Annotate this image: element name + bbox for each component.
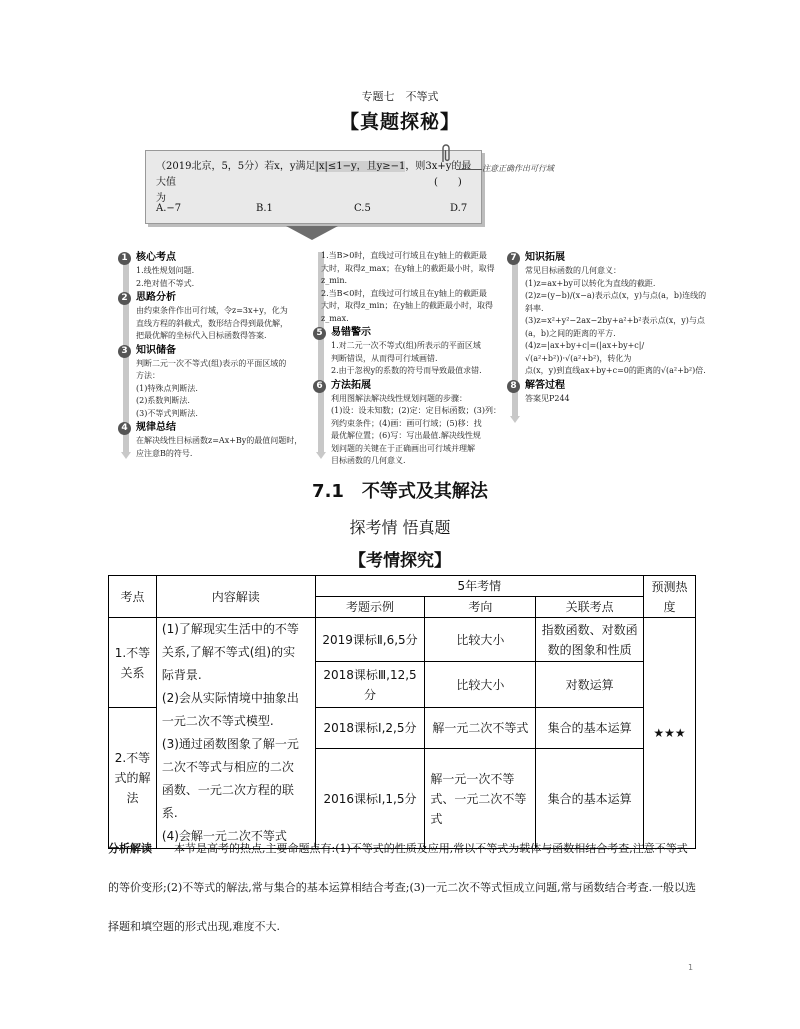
step-number-icon: 8 — [507, 380, 520, 393]
table-cell-example: 2016课标Ⅰ,1,5分 — [315, 749, 425, 849]
column-1 — [118, 250, 308, 460]
text-line: 划问题的关键在于正确画出可行域并理解 — [331, 443, 475, 453]
step-number-icon: 2 — [118, 292, 131, 305]
step-number-icon: 7 — [507, 252, 520, 265]
table-cell-direction: 解一元二次不等式 — [425, 708, 536, 749]
text-line: 答案见P244 — [525, 393, 570, 403]
text-line: 方法： — [136, 371, 160, 380]
table-cell-related: 集合的基本运算 — [536, 749, 644, 849]
header-example: 考题示例 — [315, 597, 425, 618]
section-header — [118, 422, 308, 435]
step-number-icon: 4 — [118, 422, 131, 435]
analysis-label: 分析解读 — [108, 842, 152, 855]
table-cell-direction: 比较大小 — [425, 618, 536, 662]
text-line: 列约束条件；(4)画：画可行域；(5)移：找 — [331, 418, 482, 428]
option-a: A.−7 — [156, 203, 182, 214]
header-kaodian: 考点 — [109, 576, 157, 618]
down-arrow-icon — [286, 226, 338, 240]
section-title-text: 思路分析 — [136, 292, 176, 304]
column-3 — [507, 250, 707, 405]
subtitle: 探考情 悟真题 — [349, 518, 451, 537]
text-line: 1.线性规划问题. — [136, 266, 195, 275]
section-title-text: 方法拓展 — [331, 379, 371, 391]
exam-analysis-table — [108, 575, 696, 849]
table-cell-direction: 比较大小 — [425, 662, 536, 708]
text-line: (3)z=x²+y²−2ax−2by+a²+b²表示点(x，y)与点 — [525, 316, 705, 325]
content-line: (2)会从实际情境中抽象出 — [161, 691, 299, 705]
content-line: 一元二次不等式模型. — [161, 714, 274, 728]
problem-card — [145, 150, 482, 224]
content-line: (4)会解一元二次不等式 — [161, 829, 287, 843]
section-header — [118, 252, 308, 265]
section-header — [507, 380, 707, 393]
step-number-icon: 5 — [313, 327, 326, 340]
margin-note: 注意正确作出可行域 — [482, 164, 554, 173]
text-line: 常见目标函数的几何意义： — [525, 266, 621, 275]
column-2 — [313, 250, 503, 468]
section-title-text: 易错警示 — [331, 327, 371, 339]
section-title-text: 知识拓展 — [525, 252, 565, 264]
analysis-text: 本节是高考的热点,主要命题点有:(1)不等式的性质及应用,常以不等式为载体与函数相结合考查,注意不等式的等价变形;(2)不等式的解法,常与集合的基本运算相结合考查;(3)一元二次不等式恒成立问题,常与函数结合考查.一般以选择题和填空题的形式出现,难度不大. — [108, 842, 697, 933]
step-number-icon: 6 — [313, 380, 326, 393]
chapter-header: 专题七 不等式 — [361, 90, 439, 103]
option-b: B.1 — [256, 203, 273, 214]
header-related: 关联考点 — [536, 597, 644, 618]
text-line: (1)特殊点判断法. — [136, 383, 198, 393]
section-header — [313, 380, 503, 393]
table-cell-related: 对数运算 — [536, 662, 644, 708]
text-line: 把最优解的坐标代入目标函数得答案. — [136, 331, 267, 340]
content-line: 系. — [161, 806, 178, 820]
content-line: (3)通过函数图象了解一元 — [161, 737, 299, 751]
section-header — [118, 292, 308, 305]
text-line: 目标函数的几何意义. — [331, 456, 406, 465]
text-line: 判断二元一次不等式(组)表示的平面区域的 — [136, 358, 287, 368]
text-line: 2.当B<0时，直线过可行域且在y轴上的截距最 — [321, 288, 487, 298]
kaodian-2: 2.不等式的解法 — [109, 708, 157, 849]
text-line: 在解决线性目标函数z=Ax+By的最值问题时， — [136, 436, 303, 445]
section-header — [313, 327, 503, 340]
table-heading: 【考情探究】 — [349, 551, 451, 571]
text-line: 最优解位置；(6)写：写出最值.解决线性规 — [331, 431, 481, 440]
text-line: (1)z=ax+by可以转化为直线的截距. — [525, 278, 656, 288]
table-cell-example: 2018课标Ⅲ,12,5分 — [315, 662, 425, 708]
text-line: (1)设：设未知数；(2)定：定目标函数；(3)列： — [331, 406, 501, 415]
section-heading: 【真题探秘】 — [339, 111, 460, 133]
content-line: (1)了解现实生活中的不等 — [161, 622, 299, 636]
text-line: 点(x，y)到直线ax+by+c=0的距离的√(a²+b²)倍. — [525, 366, 706, 375]
page-number: 1 — [688, 963, 694, 972]
content-line: 二次不等式与相应的二次 — [161, 760, 294, 774]
kaodian-1: 1.不等关系 — [109, 618, 157, 708]
section-header — [507, 252, 707, 265]
content-line: 关系,了解不等式(组)的实 — [161, 645, 296, 659]
option-c: C.5 — [354, 203, 371, 214]
step-number-icon: 1 — [118, 252, 131, 265]
text-line: (a，b)之间的距离的平方. — [525, 328, 616, 338]
header-direction: 考向 — [425, 597, 536, 618]
text-line: 2.由于忽视y的系数的符号而导致最值求错. — [331, 366, 482, 375]
table-cell-related: 集合的基本运算 — [536, 708, 644, 749]
text-line: 利用图解法解决线性规划问题的步骤： — [331, 393, 467, 403]
content-line: 函数、一元二次方程的联 — [161, 783, 294, 797]
section-title-text: 解答过程 — [525, 379, 565, 391]
header-content: 内容解读 — [156, 576, 315, 618]
section-header — [118, 345, 308, 358]
text-line: 1.对二元一次不等式(组)所表示的平面区域 — [331, 341, 481, 350]
table-cell-example: 2019课标Ⅱ,6,5分 — [315, 618, 425, 662]
text-line: 判断错误，从而得可行域画错. — [331, 353, 438, 363]
problem-condition: |x|≤1−y，且y≥−1 — [315, 161, 406, 172]
text-line: (2)系数判断法. — [136, 396, 190, 405]
header-5year: 5年考情 — [315, 576, 643, 597]
problem-source: （2019北京，5，5分） — [156, 161, 265, 172]
section-title: 7.1 不等式及其解法 — [312, 481, 488, 502]
header-forecast: 预测热度 — [644, 576, 696, 618]
text-line: 2.绝对值不等式. — [136, 278, 195, 288]
text-line: (2)z=(y−b)/(x−a)表示点(x，y)与点(a，b)连线的斜率. — [525, 291, 707, 313]
section-title-text: 知识储备 — [136, 344, 176, 356]
content-line: 际背景. — [161, 668, 202, 682]
text-line: (4)z=|ax+by+c|=(|ax+by+c|/√(a²+b²))·√(a²+b²)，转化为 — [525, 341, 645, 363]
text-line: 应注意B的符号. — [136, 448, 193, 458]
step-number-icon: 3 — [118, 345, 131, 358]
paperclip-icon — [438, 142, 454, 164]
text-line: 1.当B>0时，直线过可行域且在y轴上的截距最 — [321, 251, 487, 260]
forecast-heat: ★★★ — [644, 618, 696, 849]
content-reading — [156, 618, 315, 849]
column-arrow-icon — [510, 416, 520, 423]
text-line: 直线方程的斜截式，数形结合得到最优解， — [136, 318, 288, 328]
table-cell-direction: 解一元一次不等式、一元二次不等式 — [425, 749, 536, 849]
problem-text: （2019北京，5，5分）若x，y满足|x|≤1−y，且y≥−1，则3x+y的最大值 为 ( ) — [156, 161, 472, 204]
text-line: 大时，取得z_max；在y轴上的截距最小时，取得z_min. — [321, 263, 495, 285]
text-line: (3)不等式判断法. — [136, 408, 198, 418]
answer-blank: ( ) — [434, 177, 462, 188]
section-title-text: 规律总结 — [136, 422, 176, 434]
note-pointer — [456, 169, 482, 170]
analysis-paragraph — [108, 829, 698, 946]
section-title-text: 核心考点 — [136, 252, 176, 264]
table-cell-related: 指数函数、对数函数的图象和性质 — [536, 618, 644, 662]
table-cell-example: 2018课标Ⅰ,2,5分 — [315, 708, 425, 749]
text-line: 由约束条件作出可行域，令z=3x+y，化为 — [136, 306, 288, 315]
text-line: 大时，取得z_min；在y轴上的截距最小时，取得z_max. — [321, 301, 494, 323]
option-d: D.7 — [450, 203, 468, 214]
